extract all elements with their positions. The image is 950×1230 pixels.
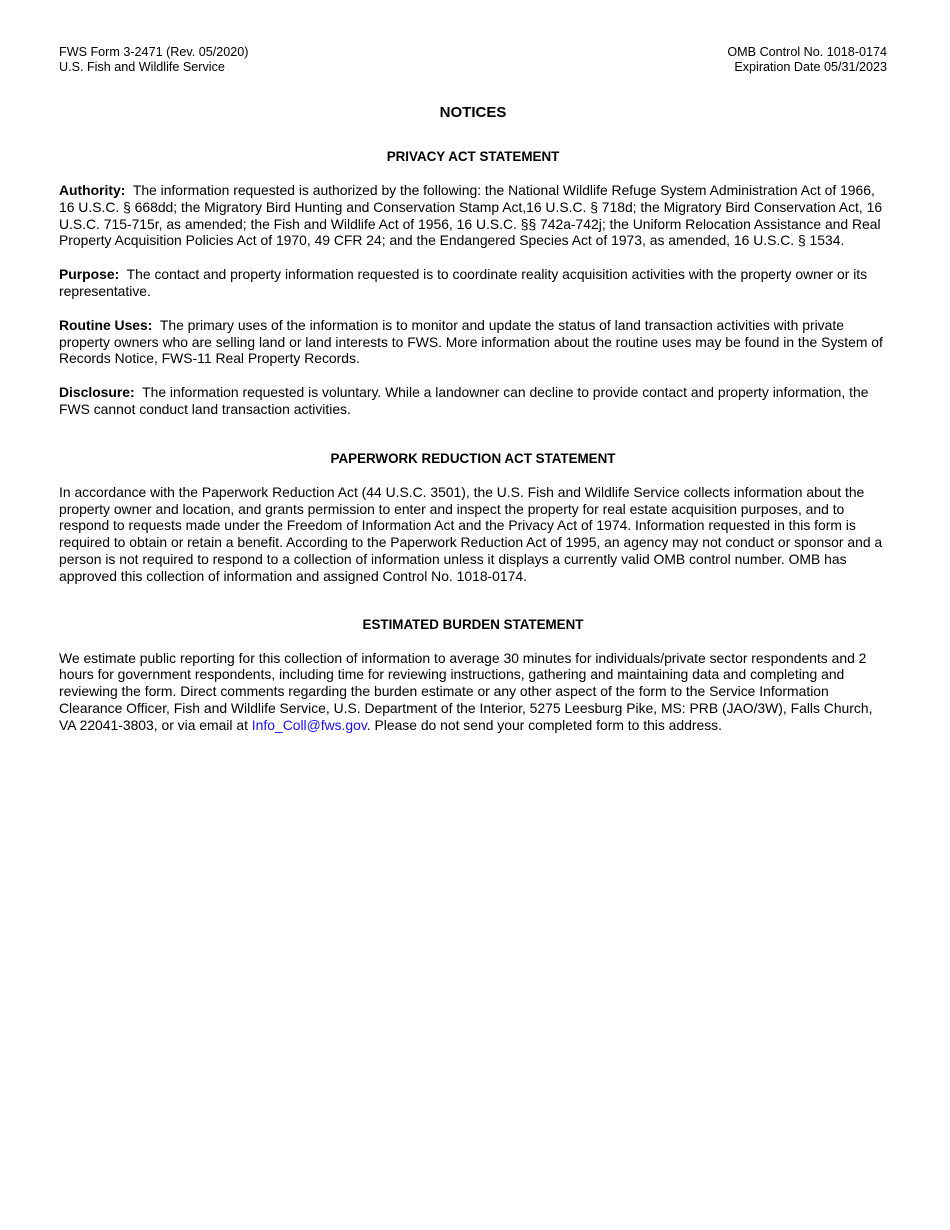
routine-uses-paragraph [59,317,887,367]
burden-paragraph [59,650,887,734]
disclosure-text: The information requested is voluntary. While a landowner can decline to provide contact and property information, the FWS cannot conduct land transaction activities. [59,384,869,417]
authority-text: The information requested is authorized by the following: the National Wildlife Refuge System Administration Act of 1966, 16 U.S.C. § 668dd; the Migratory Bird Hunting and Conservation Stamp Act,16 U.S.C. § 718d; the Migratory Bird Conservation Act, 16 U.S.C. 715-715r, as amended; the Fish and Wildlife Act of 1956, 16 U.S.C. §§ 742a-742j; the Uniform Relocation Assistance and Real Property Acquisition Policies Act of 1970, 49 CFR 24; and the Endangered Species Act of 1973, as amended, 16 U.S.C. § 1534. [59,182,883,249]
routine-uses-text: The primary uses of the information is to monitor and update the status of land transaction activities with private property owners who are selling land or land interests to FWS. More information about the routine uses may be found in the System of Records Notice, FWS-11 Real Property Records. [59,316,883,367]
routine-uses-label: Routine Uses: [59,316,153,333]
page-title: NOTICES [439,104,507,121]
form-number: FWS Form 3-2471 (Rev. 05/2020) [59,45,249,59]
agency-name: U.S. Fish and Wildlife Service [59,60,225,74]
header-right [727,45,887,75]
authority-paragraph [59,182,887,249]
paperwork-reduction-heading: PAPERWORK REDUCTION ACT STATEMENT [330,450,616,466]
burden-text-end: . Please do not send your completed form to this address. [366,716,722,733]
burden-text: We estimate public reporting for this collection of information to average 30 minutes for individuals/private sector respondents and 2 hours for government respondents, including time for reviewing instructions, gathering and maintaining data and completing and reviewing the form. Direct comments regarding the burden estimate or any other aspect of the form to the Service Information Clearance Officer, Fish and Wildlife Service, U.S. Department of the Interior, 5275 Leesburg Pike, MS: PRB (JAO/3W), Falls Church, VA 22041-3803, or via email at [59,649,873,733]
disclosure-label: Disclosure: [59,384,135,401]
purpose-paragraph [59,266,887,300]
purpose-text: The contact and property information requested is to coordinate reality acquisition activities with the property owner or its representative. [59,266,868,299]
estimated-burden-heading: ESTIMATED BURDEN STATEMENT [362,616,584,632]
form-header [59,45,887,75]
privacy-act-heading: PRIVACY ACT STATEMENT [386,149,560,164]
omb-control-number: OMB Control No. 1018-0174 [727,45,887,59]
expiration-date: Expiration Date 05/31/2023 [734,60,887,74]
purpose-label: Purpose: [59,266,120,283]
paperwork-reduction-text: In accordance with the Paperwork Reduction Act (44 U.S.C. 3501), the U.S. Fish and Wildlife Service collects information about the property owner and location, and grants permission to enter and inspect the property for real estate acquisition purposes, and to respond to requests made under the Freedom of Information Act and the Privacy Act of 1974. Information requested in this form is required to obtain or retain a benefit. According to the Paperwork Reduction Act of 1995, an agency may not conduct or sponsor and a person is not required to respond to a collection of information unless it displays a currently valid OMB control number. OMB has approved this collection of information and assigned Control No. 1018-0174. [59,483,883,584]
authority-label: Authority: [59,182,126,198]
email-link[interactable]: Info_Coll@fws.gov [251,716,367,733]
header-left [59,45,248,75]
disclosure-paragraph [59,384,887,418]
